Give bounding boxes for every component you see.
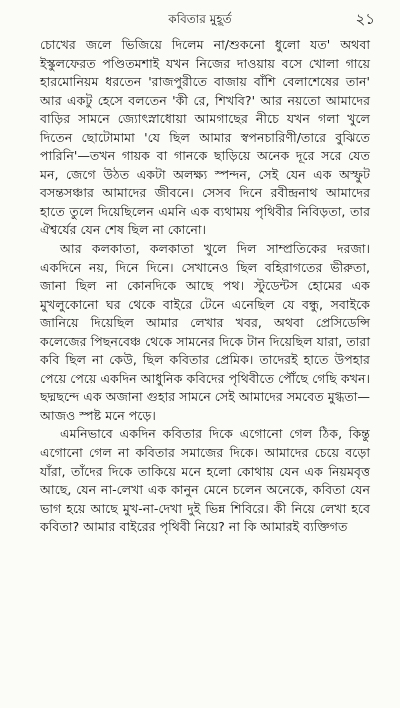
body-text <box>40 36 370 537</box>
paragraph-1: চোখের জলে ভিজিয়ে দিলেম না/শুকনো ধুলো যত' অথবা ইস্কুলফেরত পণ্ডিতমশাই যখন নিজের দাওয়ায় বসে খোলা গায়ে হারমোনিয়ম ধরতেন 'রাজপুরীতে বাজায় বাঁশি বেলাশেষের তান' আর একটু হেসে বলতেন 'কী রে, শিখবি?' আর নয়তো আমাদের বাড়ির সামনে জ্যোৎস্নাধোয়া আমগাছের নীচে যখন গলা খুলে দিতেন ছোটোমামা 'যে ছিল আমার স্বপনচারিণী/তারে বুঝিতে পারিনি'—তখন গায়ক বা গানকে ছাড়িয়ে অনেক দূরে সরে যেত মন, জেগে উঠত একটা অলক্ষ্য স্পন্দন, সেই যেন এক অস্ফুট বসন্তসঞ্চার আমাদের জীবনে। সেসব দিনে রবীন্দ্রনাথ আমাদের হাতে তুলে দিয়েছিলেন এমনি এক ব্যথাময় পৃথিবীর নিবিড়তা, তার ঐশ্বর্যের যেন শেষ ছিল না কোনো। <box>40 37 370 238</box>
paragraph-2: আর কলকাতা, কলকাতা খুলে দিল সাম্প্রতিকের দরজা। একদিনে নয়, দিনে দিনে। সেখানেও ছিল বহিরাগতের ভীরুতা, জানা ছিল না কোনদিকে আছে পথ। স্টুডেন্টস হোমের এক মুখলুকোনো ঘর থেকে বাইরে টেনে এনেছিল যে বন্ধু, সবাইকে জানিয়ে দিয়েছিল আমার লেখার খবর, অথবা প্রেসিডেন্সি কলেজের পিছনবেঞ্চ থেকে সামনের দিকে টান দিয়েছিল যারা, তারা কবি ছিল না কেউ, ছিল কবিতার প্রেমিক। তাদেরই হাতে উপহার পেয়ে পেয়ে একদিন আধুনিক কবিদের পৃথিবীতে পৌঁছে গেছি কখন। ছদ্মছন্দে এক অজানা গুহার সামনে সেই আমাদের সমবেত মুগ্ধতা—আজও স্পষ্ট মনে পড়ে। <box>40 241 370 423</box>
running-title: কবিতার মুহূর্ত <box>168 12 232 26</box>
page-header <box>0 4 400 34</box>
page-number: ২১ <box>355 10 375 28</box>
paragraph-3: এমনিভাবে একদিন কবিতার দিকে এগোনো গেল ঠিক, কিন্তু এগোনো গেল না কবিতার সমাজের দিকে। আমাদের চেয়ে বড়ো যাঁরা, তাঁদের দিকে তাকিয়ে মনে হলো কোথায় যেন এক নিয়মবৃত্ত আছে, যেন না-লেখা এক কানুন মেনে চলেন অনেকে, কবিতা যেন ভাগ হয়ে আছে মুখ-না-দেখা দুই ভিন্ন শিবিরে। কী নিয়ে লেখা হবে কবিতা? আমার বাইরের পৃথিবী নিয়ে? না কি আমারই ব্যক্তিগত <box>40 426 370 535</box>
